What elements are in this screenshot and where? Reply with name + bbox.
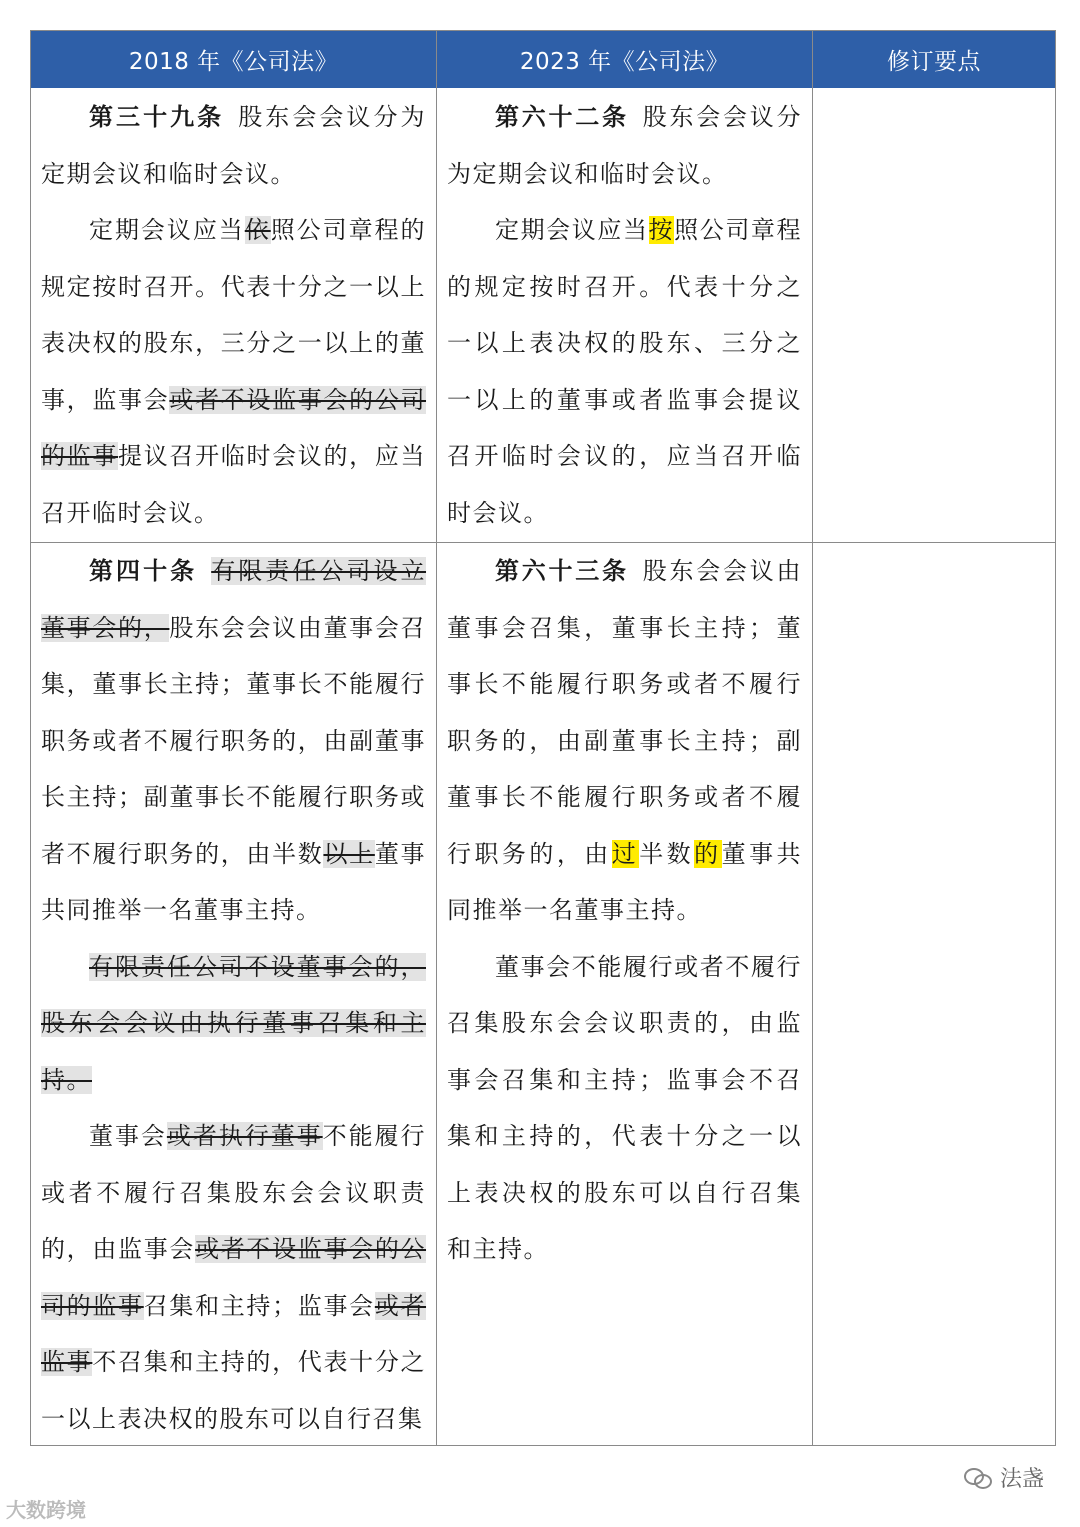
deleted-text: 或者不设监事会的公司的监事 bbox=[41, 385, 427, 470]
col-divider-2 bbox=[812, 31, 813, 1445]
text-span: 半数 bbox=[639, 839, 695, 868]
article-number: 第六十三条 bbox=[495, 557, 629, 585]
row1-old-para2 bbox=[41, 202, 426, 541]
brand-name: 法盏 bbox=[999, 1467, 1044, 1492]
row2-old-para2 bbox=[41, 939, 426, 1109]
article-text: 股东会会议分为定期会议和临时会议。 bbox=[447, 103, 802, 188]
row1-new-para2 bbox=[447, 202, 802, 541]
deleted-text: 有限责任公司不设董事会的，股东会会议由执行董事召集和主持。 bbox=[41, 952, 426, 1094]
article-text: 股东会会议分为定期会议和临时会议。 bbox=[41, 103, 427, 188]
deleted-text: 以上 bbox=[323, 839, 375, 868]
row1-new-para1 bbox=[447, 89, 802, 202]
header-col-notes: 修订要点 bbox=[887, 49, 981, 75]
watermark-text: 大数跨境 bbox=[6, 1498, 86, 1522]
wechat-icon bbox=[964, 1466, 994, 1490]
deleted-text: 或者不设监事会的公司的监事 bbox=[41, 1235, 427, 1320]
deleted-text: 或者监事 bbox=[41, 1291, 427, 1376]
text-span: 不能履行或者不履行召集股东会会议职责的，由监事会 bbox=[41, 1122, 426, 1263]
text-span: 照公司章程的规定按时召开。代表十分之一以上表决权的股东、三分之一以上的董事或者监事会提议召开临时会议的，应当召开临时会议。 bbox=[447, 216, 803, 527]
highlighted-text: 的 bbox=[694, 839, 722, 868]
row1-old-cell bbox=[31, 89, 436, 541]
deleted-text: 或者执行董事 bbox=[166, 1122, 323, 1150]
deleted-text: 依 bbox=[244, 216, 271, 244]
text-span: 召集和主持；监事会 bbox=[143, 1291, 375, 1320]
text-span: 提议召开临时会议的，应当召开临时会议。 bbox=[41, 442, 427, 527]
table-header bbox=[31, 31, 1055, 88]
text-span: 定期会议应当 bbox=[495, 216, 649, 244]
row1-new-cell bbox=[437, 89, 812, 541]
row2-new-cell bbox=[437, 543, 812, 1278]
row1-old-para1 bbox=[41, 89, 426, 202]
article-number: 第六十二条 bbox=[495, 103, 629, 131]
text-span: 定期会议应当 bbox=[89, 216, 245, 244]
brand-logo bbox=[964, 1462, 1044, 1493]
row2-new-para2: 董事会不能履行或者不履行召集股东会会议职责的，由监事会召集和主持；监事会不召集和主持的，代表十分之一以上表决权的股东可以自行召集和主持。 bbox=[447, 952, 802, 1263]
highlighted-text: 过 bbox=[611, 839, 640, 868]
row2-new-para1 bbox=[447, 543, 802, 939]
article-number: 第四十条 bbox=[89, 557, 198, 585]
deleted-text: 有限责任公司设立董事会的， bbox=[41, 557, 427, 642]
row2-old-para3 bbox=[41, 1108, 426, 1447]
watermark bbox=[6, 1494, 86, 1523]
article-number: 第三十九条 bbox=[89, 103, 225, 131]
highlighted-text: 按 bbox=[648, 216, 675, 244]
text-span: 照公司章程的规定按时召开。代表十分之一以上表决权的股东，三分之一以上的董事，监事会 bbox=[41, 216, 427, 414]
text-span: 不召集和主持的，代表十分之一以上表决权的股东可以自行召集 bbox=[41, 1348, 427, 1433]
text-span: 董事共同推举一名董事主持。 bbox=[41, 839, 427, 924]
header-col-2018: 2018 年《公司法》 bbox=[31, 31, 437, 88]
header-col-2023: 2023 年《公司法》 bbox=[437, 31, 813, 88]
text-span: 董事会 bbox=[89, 1122, 167, 1150]
text-span: 股东会会议由董事会召集，董事长主持；董事长不能履行职务或者不履行职务的，由副董事长主持；副董事长不能履行职务或者不履行职务的，由 bbox=[447, 557, 802, 868]
row2-old-cell bbox=[31, 543, 436, 1447]
comparison-table bbox=[30, 30, 1056, 1446]
row2-old-para1 bbox=[41, 543, 426, 939]
text-span: 董事共同推举一名董事主持。 bbox=[447, 839, 803, 924]
text-span: 股东会会议由董事会召集，董事长主持；董事长不能履行职务或者不履行职务的，由副董事长主持；副董事长不能履行职务或者不履行职务的，由半数 bbox=[41, 613, 427, 868]
